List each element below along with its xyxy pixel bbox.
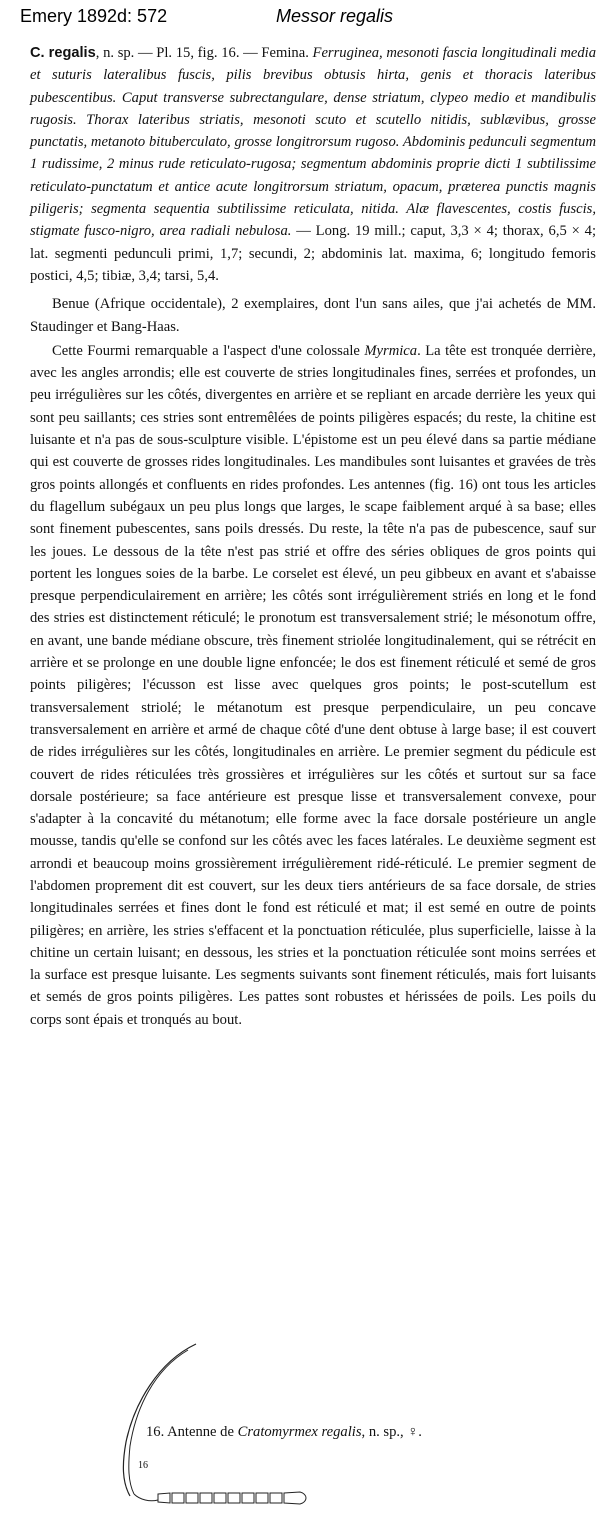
caption-prefix: 16. Antenne de (146, 1424, 238, 1440)
taxon-name: C. regalis (30, 45, 96, 61)
measurements: — Long. 19 mill.; caput, 3,3 × 4; thorax, 6,5 × 4; lat. segmenti pedunculi primi, 1,7; secundi, 2; abdominis lat. maxima, 6; longitudo femoris postici, 4,5; tibiæ, 3,4; tarsi, 5,4. (30, 223, 597, 284)
page-header (0, 0, 604, 34)
latin-diagnosis: Ferruginea, mesonoti fascia longitudinali media et suturis lateralibus fuscis, pilis brevibus obtusis hirta, genis et thoracis lateribus pubescentibus. Caput transverse subrectangulare, dense striatum, clypeo medio et mandibulis rugosis. Thorax lateribus striatis, mesonoti scuto et scutello nitidis, sublævibus, grosse punctatis, metanoto bituberculato, grosse longitrorsum rugoso. Abdominis pedunculi segmentum 1 rudissime, 2 minus rude reticulato-rugosa; segmentum abdominis proprie dicti 1 subtilissime reticulato-punctatum et antice acute longitrorsum striatum, opacum, præterea punctis magnis piligeris; segmenta sequentia subtilissime reticulata, nitida. Alæ flavescentes, costis fuscis, stigmate fusco-nigro, area radiali nebulosa. (30, 45, 596, 240)
antenna-figure (100, 1342, 600, 1522)
citation-reference: Emery 1892d: 572 (20, 6, 168, 26)
discussion-body: . La tête est tronquée derrière, avec les angles arrondis; elle est couverte de stries longitudinales fines, serrées et profondes, un peu irrégulières sur les côtés, divergentes en arrière et se repliant en arcade derrière les yeux qui sont peu saillants; ces stries sont entremêlées de points piligères espacés; du reste, la chitine est luisante et n'a pas de sous-sculpture visible. L'épistome est un peu élevé dans sa partie médiane qui est couverte de grosses rides longitudinales. Les mandibules sont luisantes et gravées de très gros points allongés et confluents en rides profondes. Les antennes (fig. 16) ont tous les articles du flagellum subégaux un peu plus longs que larges, le scape faiblement arqué à sa base; elles sont finement pubescentes, sans poils dressés. Du reste, la tête n'a pas de pubescence, sauf sur les joues. Le dessous de la tête n'est pas strié et offre des séries obliques de gros points qui portent les longues soies de la barbe. Le corselet est élevé, un peu gibbeux en avant et s'abaisse presque perpendiculairement en arrière; les côtés sont irrégulièrement striés en long et le fond des stries est distinctement réticulé; le pronotum est transversalement strié; le mésonotum offre, en avant, une bande médiane obscure, très finement striolée longitudinalement, qui se rétrécit en arrière et se prolonge en une double ligne enfoncée; le dos est finement réticulé et semé de gros points piligères; l'écusson est lisse avec quelques gros points; le post-scutellum est transversalement striolé; le métanotum est presque perpendiculaire, un peu concave transversalement en arrière et armé de chaque côté d'une dent obtuse à large base; il est couvert de rides irrégulières sur les côtés, longitudinales en arrière. Le premier segment du pédicule est couvert de rides réticulées très grossières et irrégulières sur les côtés et surtout sur sa face dorsale postérieure; sa face antérieure est presque lisse et transversalement convexe, pour s'adapter à la concavité du métanotum; elle forme avec la face dorsale postérieure un angle mousse, tandis qu'elle se confond sur les côtés avec les faces latérales. Le deuxième segment est arrondi et beaucoup moins grossièrement irrégulièrement ridé-réticulé. Le premier segment de l'abdomen proprement dit est couvert, sur les deux tiers antérieurs de sa face dorsale, de stries longitudinales serrées et fines dont le fond est réticulé et mat; il est semé en outre de points piligères; en arrière, les stries s'effacent et la ponctuation réticulée, plus superficielle, laisse à la chitine un certain luisant; en dessous, les stries et la ponctuation réticulée sont moins serrées et la surface est presque luisante. Les segments suivants sont finement réticulés, mais fort luisants et semés de gros points piligères. Les pattes sont robustes et hérissées de poils. Les poils du corps sont épais et tronqués au bout. (30, 342, 596, 1028)
discussion-paragraph (30, 340, 596, 1031)
latin-description (30, 42, 596, 287)
locality-paragraph: Benue (Afrique occidentale), 2 exemplaires, dont l'un sans ailes, que j'ai achetés de MM. Staudinger et Bang-Haas. (30, 296, 596, 335)
discussion-start: Cette Fourmi remarquable a l'aspect d'une colossale (52, 342, 365, 359)
figure-caption (146, 1424, 422, 1441)
article-body (30, 42, 596, 1031)
species-name: Messor regalis (276, 6, 394, 26)
caption-suffix: , n. sp., ♀. (361, 1424, 422, 1440)
description-intro: , n. sp. — Pl. 15, fig. 16. — Femina. (95, 45, 309, 61)
figure-label: 16 (138, 1460, 148, 1471)
caption-genus: Cratomyrmex regalis (237, 1424, 362, 1440)
genus-myrmica: Myrmica (364, 342, 418, 359)
